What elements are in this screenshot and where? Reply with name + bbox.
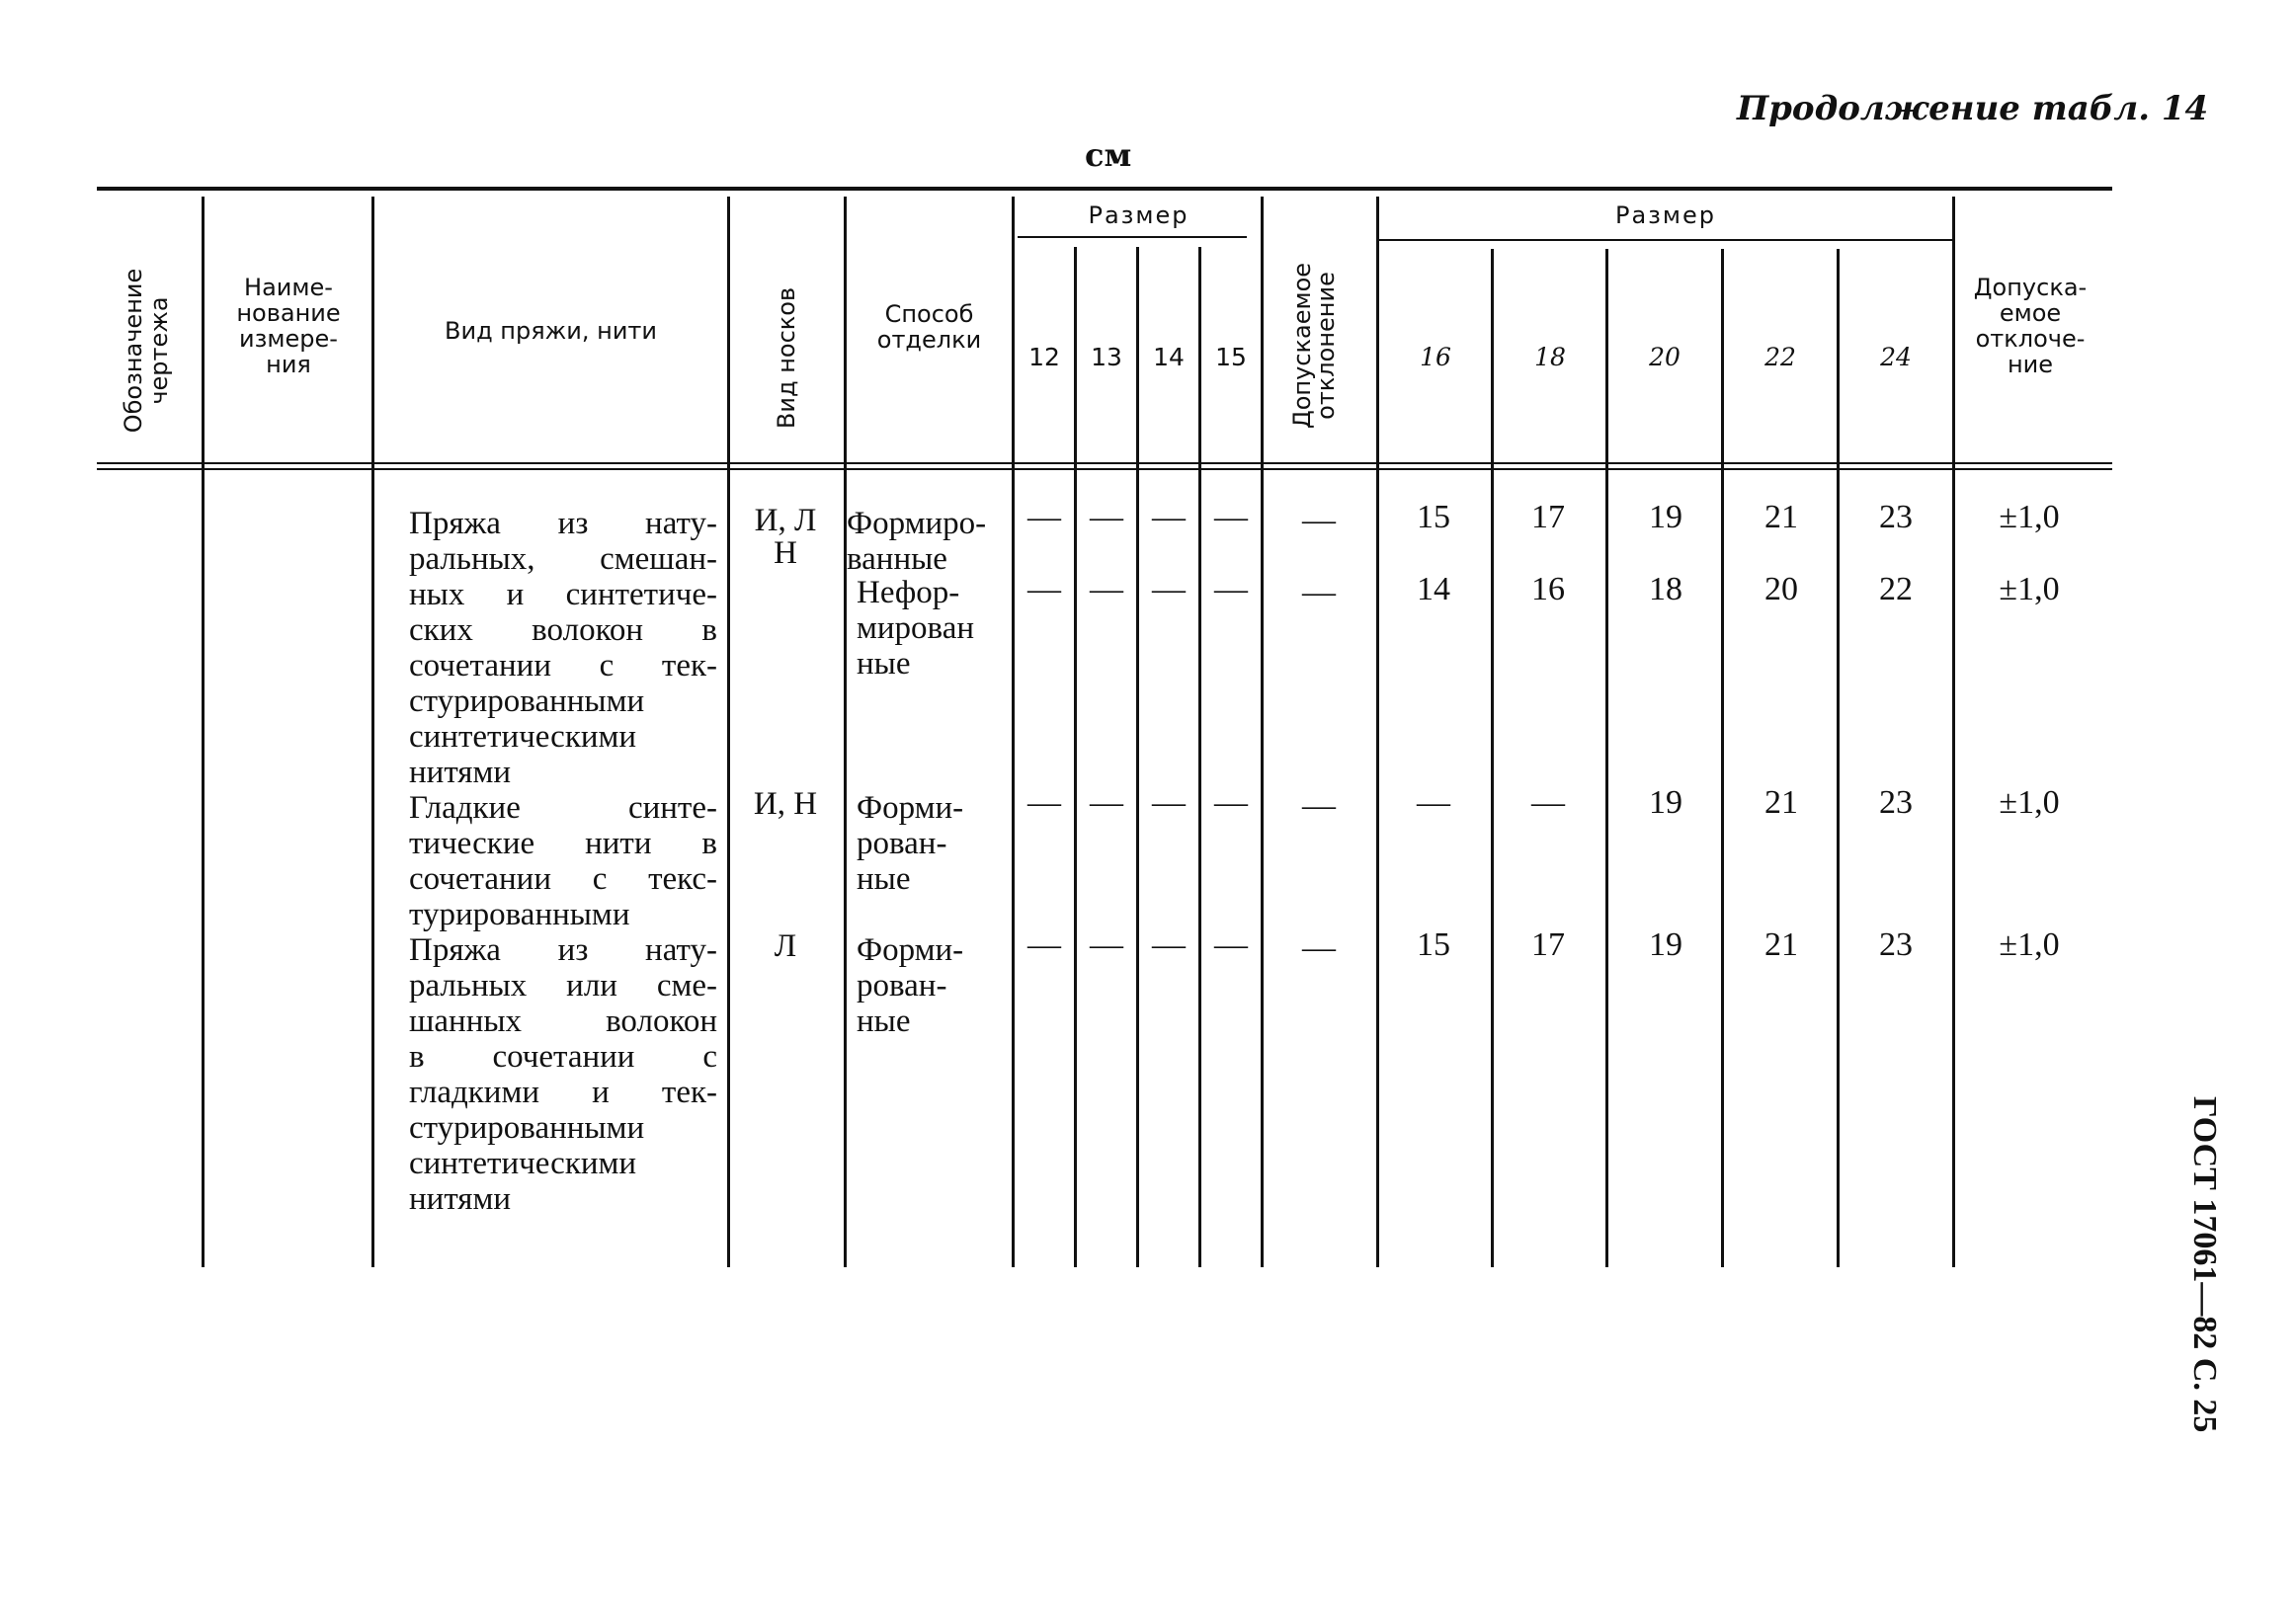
size-12-cell: —: [1027, 499, 1061, 535]
size2-group-rule: [1379, 239, 1952, 241]
col-line: [1491, 249, 1494, 1267]
header-yarn-type: Вид пряжи, нити: [445, 317, 657, 345]
size-24-cell: 23: [1879, 784, 1913, 821]
size-18-cell: —: [1531, 784, 1565, 821]
header-tolerance1: Допускаемое отклонение: [1288, 262, 1340, 430]
tolerance1-cell: —: [1302, 929, 1336, 966]
header-designation: Обозначение чертежа: [120, 268, 173, 434]
col-line: [1837, 249, 1840, 1267]
header-size-14: 14: [1153, 343, 1185, 371]
col-line: [202, 197, 205, 1267]
tolerance2-cell: ±1,0: [1999, 571, 2060, 607]
size-20-cell: 18: [1649, 571, 1682, 607]
size-15-cell: —: [1214, 784, 1248, 821]
header-size-15: 15: [1215, 343, 1247, 371]
size-24-cell: 22: [1879, 571, 1913, 607]
sock-type-cell: Н: [774, 535, 797, 571]
tolerance2-cell: ±1,0: [1999, 499, 2060, 535]
size-16-cell: 15: [1417, 499, 1450, 535]
size-16-cell: 15: [1417, 926, 1450, 963]
size-20-cell: 19: [1649, 499, 1682, 535]
finish-cell: Форми- рован- ные: [857, 932, 964, 1039]
finish-cell: Формиро- ванные: [847, 506, 987, 577]
header-size-22: 22: [1764, 343, 1796, 371]
size-12-cell: —: [1027, 926, 1061, 963]
header-tolerance2: Допуска- емое отклоче- ние: [1973, 274, 2088, 378]
size-20-cell: 19: [1649, 784, 1682, 821]
size-18-cell: 17: [1531, 499, 1565, 535]
tolerance2-cell: ±1,0: [1999, 926, 2060, 963]
header-measure: Наиме- нование измере- ния: [236, 274, 341, 378]
yarn-description-2: Гладкие синте- тические нити в сочетании с текс- турированными: [409, 790, 717, 932]
size-18-cell: 16: [1531, 571, 1565, 607]
size-22-cell: 20: [1764, 571, 1798, 607]
header-size-18: 18: [1534, 343, 1566, 371]
size-18-cell: 17: [1531, 926, 1565, 963]
size-22-cell: 21: [1764, 499, 1798, 535]
size-15-cell: —: [1214, 571, 1248, 607]
sock-type-cell: И, Л: [754, 503, 817, 538]
tolerance1-cell: —: [1302, 574, 1336, 610]
col-line: [1074, 247, 1077, 1267]
size-24-cell: 23: [1879, 926, 1913, 963]
size-13-cell: —: [1090, 926, 1123, 963]
table-top-rule: [97, 187, 2112, 191]
yarn-description-3: Пряжа из нату- ральных или сме- шанных волокон в сочетании с гладкими и тек- стурированными синтетическими нитями: [409, 932, 717, 1217]
size-15-cell: —: [1214, 926, 1248, 963]
col-line: [1605, 249, 1608, 1267]
col-line: [1952, 197, 1955, 1267]
header-sock-type: Вид носков: [773, 286, 800, 430]
size-16-cell: 14: [1417, 571, 1450, 607]
header-size-16: 16: [1420, 343, 1451, 371]
header-finish: Способ отделки: [876, 300, 982, 354]
size-16-cell: —: [1417, 784, 1450, 821]
sock-type-cell: Л: [774, 928, 797, 964]
col-line: [1721, 249, 1724, 1267]
header-size1-label: Размер: [1088, 201, 1189, 229]
size-20-cell: 19: [1649, 926, 1682, 963]
unit-label: см: [1085, 136, 1132, 174]
col-line: [1376, 197, 1379, 1267]
finish-cell: Форми- рован- ные: [857, 790, 964, 897]
col-line: [371, 197, 374, 1267]
size-22-cell: 21: [1764, 784, 1798, 821]
tolerance1-cell: —: [1302, 502, 1336, 538]
col-line: [727, 197, 730, 1267]
size-13-cell: —: [1090, 571, 1123, 607]
size-13-cell: —: [1090, 499, 1123, 535]
header-size2-label: Размер: [1614, 201, 1717, 229]
col-line: [1261, 197, 1264, 1267]
size-24-cell: 23: [1879, 499, 1913, 535]
size-12-cell: —: [1027, 571, 1061, 607]
size-22-cell: 21: [1764, 926, 1798, 963]
size-14-cell: —: [1152, 784, 1186, 821]
yarn-description-1: Пряжа из нату- ральных, смешан- ных и синтетиче- ских волокон в сочетании с тек- стурированными синтетическими нитями: [409, 506, 717, 790]
col-line: [844, 197, 847, 1267]
col-line: [1136, 247, 1139, 1267]
header-size-12: 12: [1028, 343, 1060, 371]
header-size-13: 13: [1091, 343, 1122, 371]
sock-type-cell: И, Н: [753, 786, 818, 822]
size-13-cell: —: [1090, 784, 1123, 821]
finish-cell: Нефор- мирован ные: [857, 575, 974, 682]
size-15-cell: —: [1214, 499, 1248, 535]
size-14-cell: —: [1152, 926, 1186, 963]
header-size-20: 20: [1649, 343, 1681, 371]
document-code: ГОСТ 17061—82 С. 25: [2186, 1096, 2223, 1433]
size-12-cell: —: [1027, 784, 1061, 821]
tolerance2-cell: ±1,0: [1999, 784, 2060, 821]
size-14-cell: —: [1152, 571, 1186, 607]
header-rule-1: [97, 462, 2112, 464]
size1-group-rule: [1018, 236, 1247, 238]
size-14-cell: —: [1152, 499, 1186, 535]
header-rule-2: [97, 468, 2112, 470]
col-line: [1198, 247, 1201, 1267]
table-caption: Продолжение табл. 14: [1737, 89, 2209, 128]
header-size-24: 24: [1880, 343, 1912, 371]
tolerance1-cell: —: [1302, 787, 1336, 824]
